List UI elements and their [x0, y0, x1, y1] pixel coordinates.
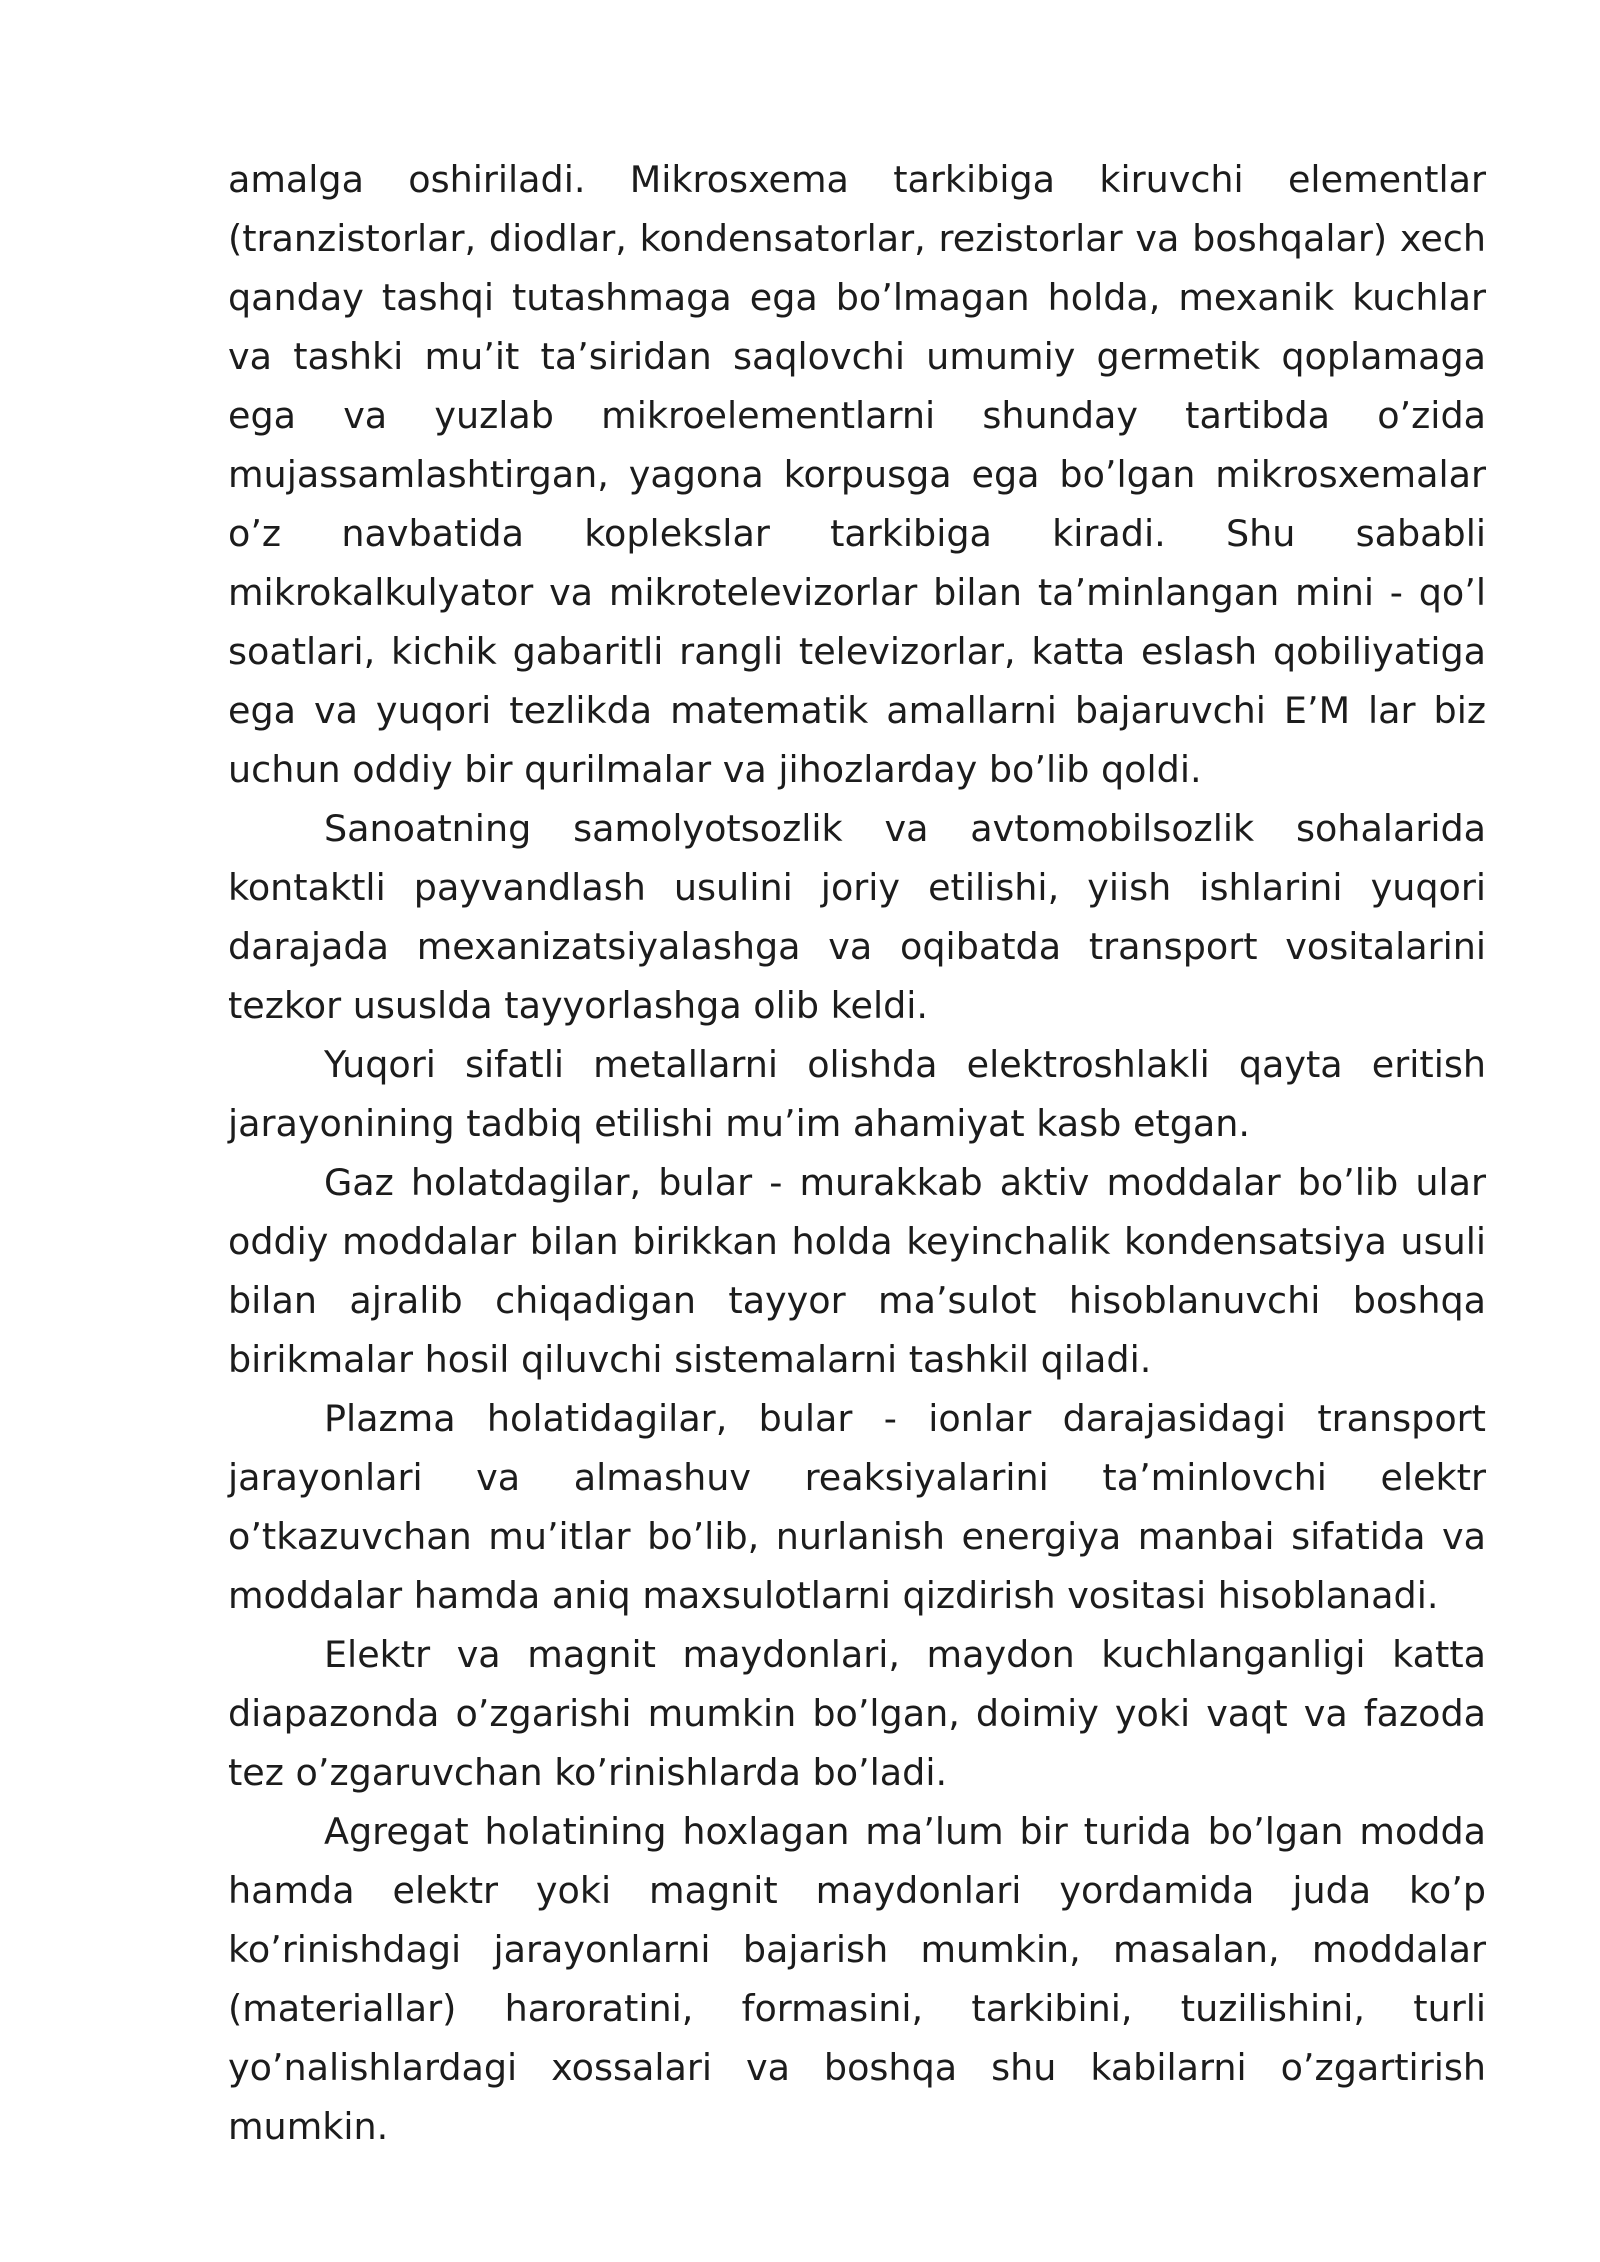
document-page: [228, 150, 1486, 2156]
paragraph-gas-state: Gaz holatdagilar, bular - murakkab aktiv moddalar bo’lib ular oddiy moddalar bilan birikkan holda keyinchalik kondensatsiya usuli bilan ajralib chiqadigan tayyor ma’sulot hisoblanuvchi boshqa birikmalar hosil qiluvchi sistemalarni tashkil qiladi.: [228, 1161, 1486, 1381]
paragraph-contact-welding: Sanoatning samolyotsozlik va avtomobilsozlik sohalarida kontaktli payvandlash usulini joriy etilishi, yiish ishlarini yuqori darajada mexanizatsiyalashga va oqibatda transport vositalarini tezkor ususlda tayyorlashga olib keldi.: [228, 807, 1486, 1027]
paragraph-plasma-state: Plazma holatidagilar, bular - ionlar darajasidagi transport jarayonlari va almashuv reaksiyalarini ta’minlovchi elektr o’tkazuvchan mu’itlar bo’lib, nurlanish energiya manbai sifatida va moddalar hamda aniq maxsulotlarni qizdirish vositasi hisoblanadi.: [228, 1397, 1486, 1617]
paragraph-electric-magnetic-fields: Elektr va magnit maydonlari, maydon kuchlanganligi katta diapazonda o’zgarishi mumkin bo’lgan, doimiy yoki vaqt va fazoda tez o’zgaruvchan ko’rinishlarda bo’ladi.: [228, 1633, 1486, 1794]
paragraph-aggregate-state: Agregat holatining hoxlagan ma’lum bir turida bo’lgan modda hamda elektr yoki magnit maydonlari yordamida juda ko’p ko’rinishdagi jarayonlarni bajarish mumkin, masalan, moddalar (materiallar) haroratini, formasini, tarkibini, tuzilishini, turli yo’nalishlardagi xossalari va boshqa shu kabilarni o’zgartirish mumkin.: [228, 1810, 1486, 2148]
paragraph-microcircuit-continuation: amalga oshiriladi. Mikrosxema tarkibiga kiruvchi elementlar (tranzistorlar, diodlar, kondensatorlar, rezistorlar va boshqalar) xech qanday tashqi tutashmaga ega bo’lmagan holda, mexanik kuchlar va tashki mu’it ta’siridan saqlovchi umumiy germetik qoplamaga ega va yuzlab mikroelementlarni shunday tartibda o’zida mujassamlashtirgan, yagona korpusga ega bo’lgan mikrosxemalar o’z navbatida koplekslar tarkibiga kiradi. Shu sababli mikrokalkulyator va mikrotelevizorlar bilan ta’minlangan mini - qo’l soatlari, kichik gabaritli rangli televizorlar, katta eslash qobiliyatiga ega va yuqori tezlikda matematik amallarni bajaruvchi E’M lar biz uchun oddiy bir qurilmalar va jihozlarday bo’lib qoldi.: [228, 158, 1486, 791]
paragraph-electroslag-remelting: Yuqori sifatli metallarni olishda elektroshlakli qayta eritish jarayonining tadbiq etilishi mu’im ahamiyat kasb etgan.: [228, 1043, 1486, 1145]
